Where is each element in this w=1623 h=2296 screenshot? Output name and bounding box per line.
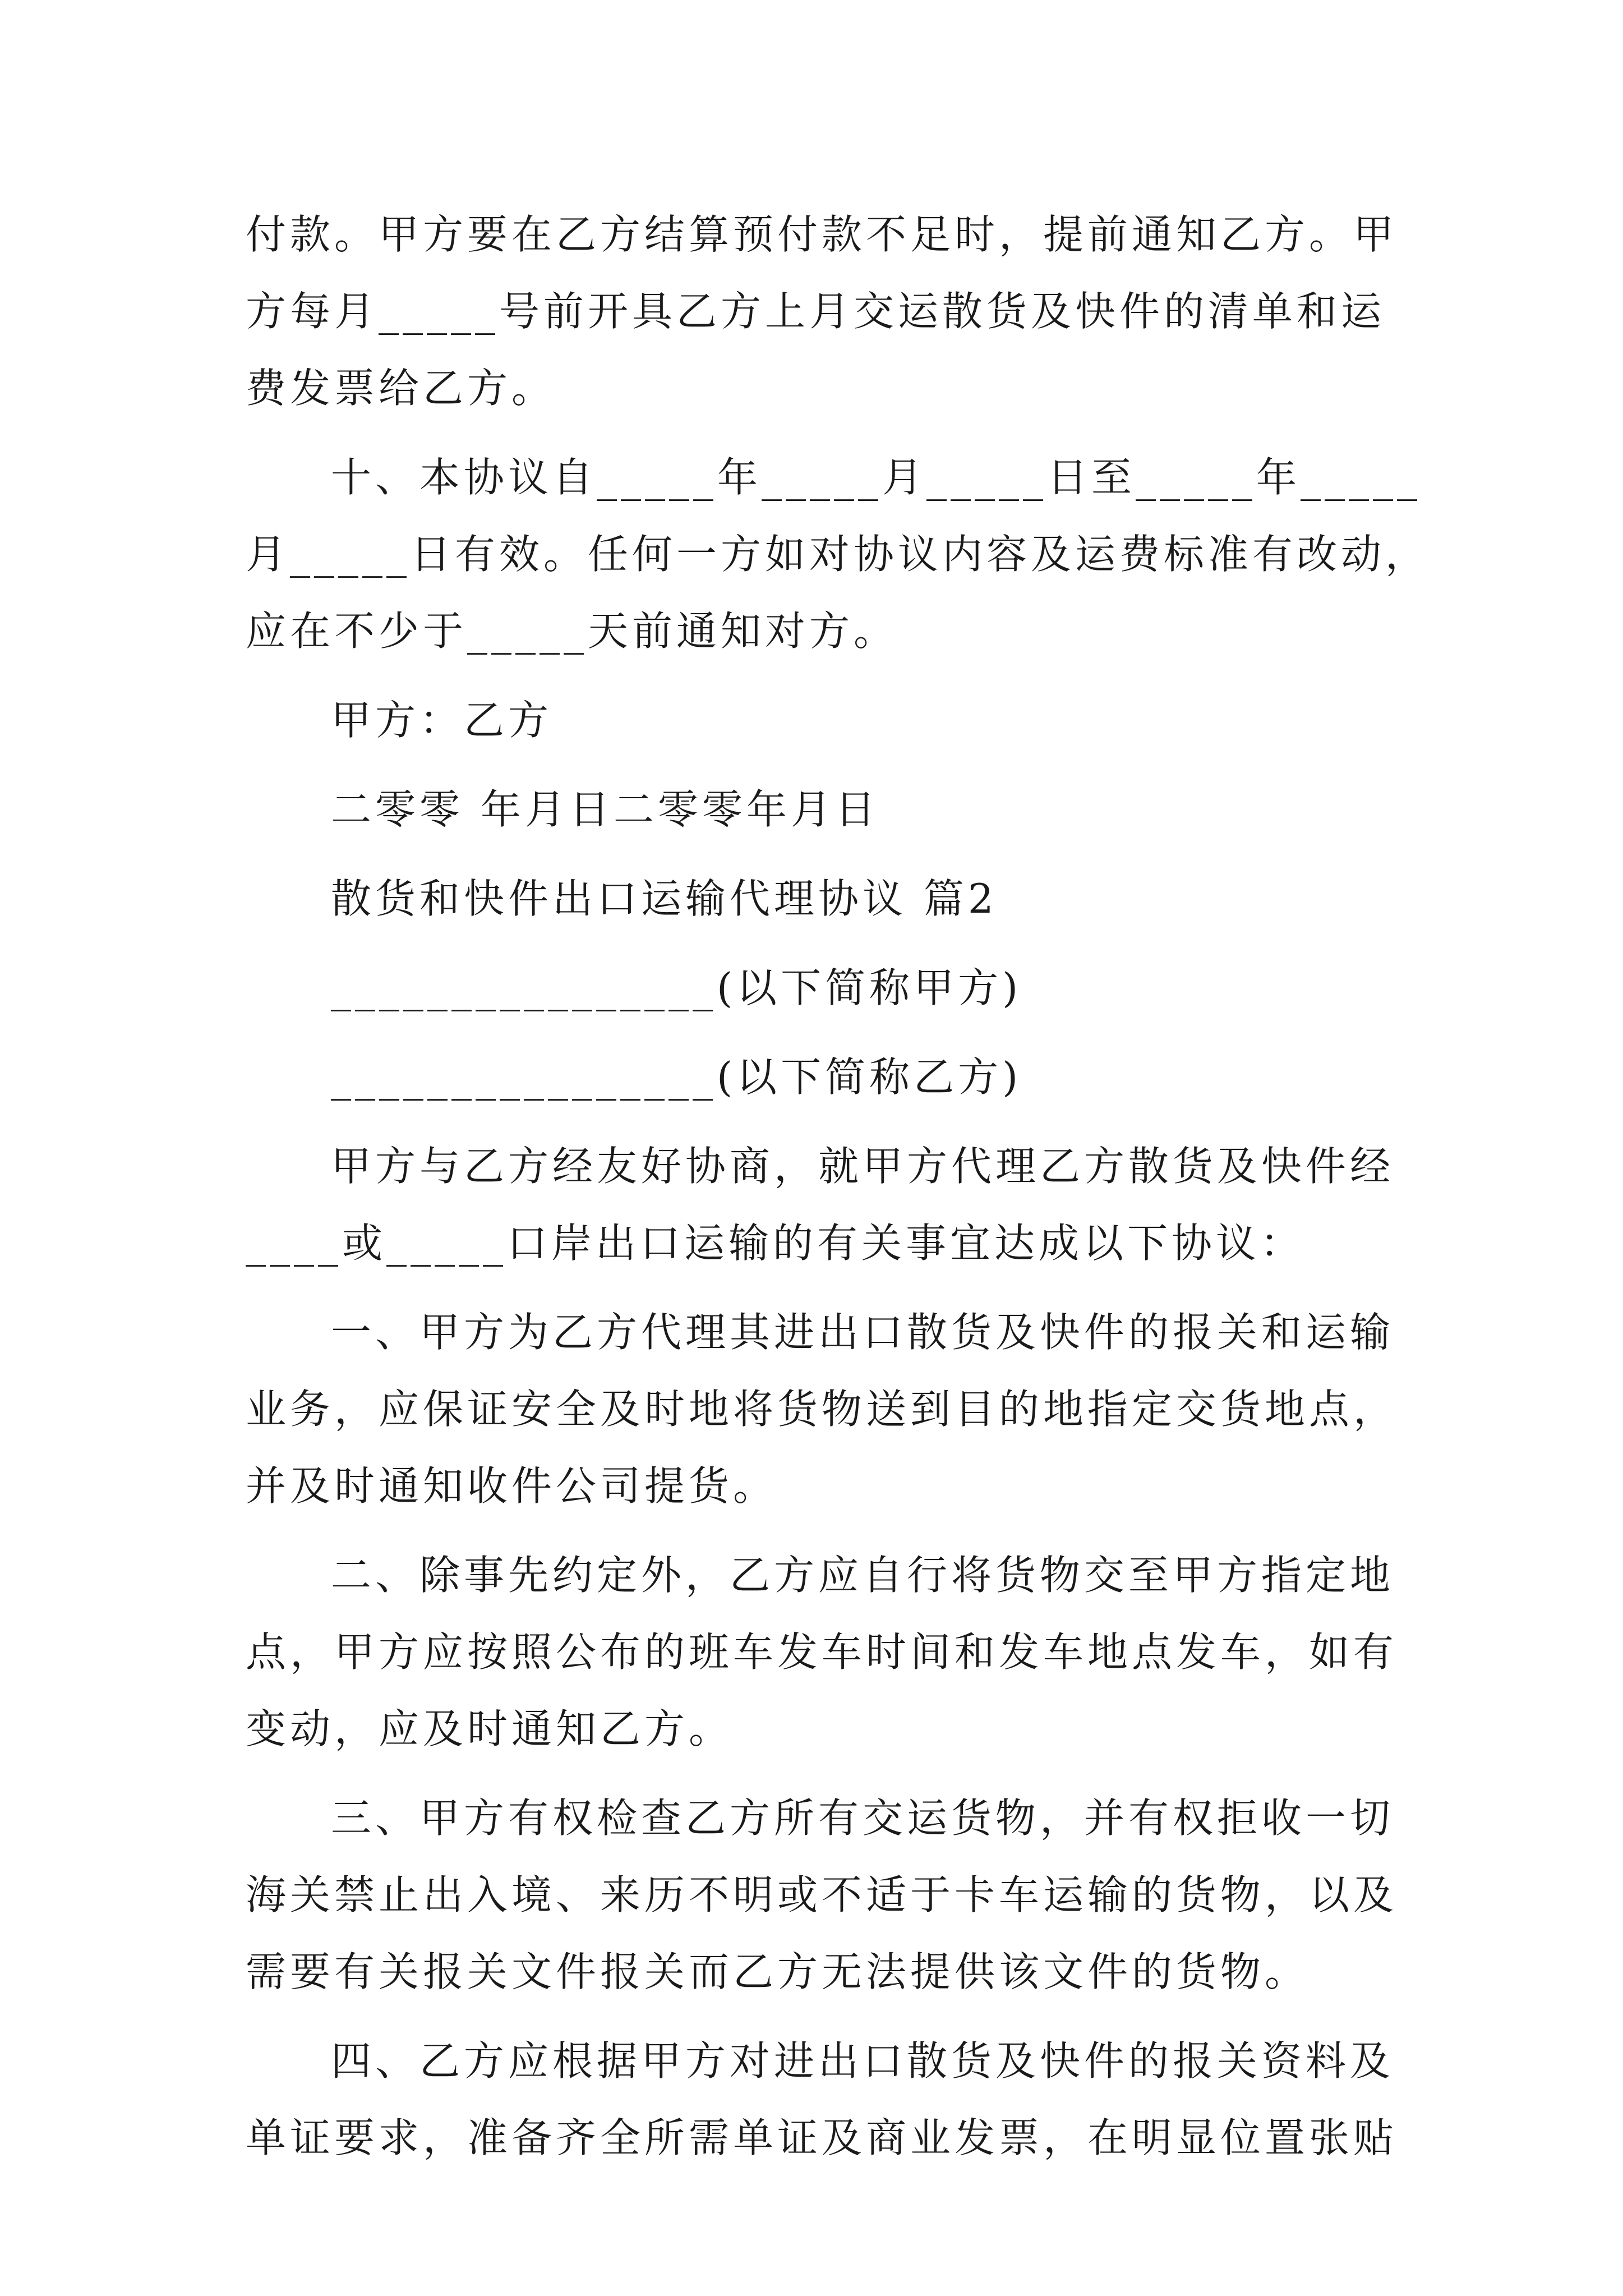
text-line: 二零零 年月日二零零年月日 xyxy=(331,786,879,833)
paragraph-gap xyxy=(246,1027,1390,1039)
paragraph-gap xyxy=(246,2010,1390,2023)
text-line: 十、本协议自_____年_____月_____日至_____年_____ xyxy=(331,454,1422,501)
paragraph-gap xyxy=(246,1116,1390,1128)
paragraph-gap xyxy=(246,427,1390,439)
paragraph-gap xyxy=(246,937,1390,950)
paragraph-gap xyxy=(246,670,1390,682)
paragraph-gap xyxy=(246,1768,1390,1780)
text-line: ____或_____口岸出口运输的有关事宜达成以下协议： xyxy=(246,1220,1305,1267)
text-line: 费发票给乙方。 xyxy=(246,365,556,412)
paragraph-gap xyxy=(246,1525,1390,1537)
text-line: ________________(以下简称乙方) xyxy=(331,1053,1022,1101)
text-line: 散货和快件出口运输代理协议 篇2 xyxy=(331,875,998,922)
text-line: 月_____日有效。任何一方如对协议内容及运费标准有改动， xyxy=(246,531,1430,578)
paragraph-gap xyxy=(246,848,1390,861)
text-line: 需要有关报关文件报关而乙方无法提供该文件的货物。 xyxy=(246,1948,1310,1995)
document-body xyxy=(246,196,1430,2177)
text-line: 二、除事先约定外，乙方应自行将货物交至甲方指定地 xyxy=(331,1552,1395,1599)
text-line: 一、甲方为乙方代理其进出口散货及快件的报关和运输 xyxy=(331,1309,1395,1356)
text-line: 业务，应保证安全及时地将货物送到目的地指定交货地点， xyxy=(246,1386,1398,1433)
text-line: 甲方：乙方 xyxy=(331,697,553,744)
text-line: 变动，应及时通知乙方。 xyxy=(246,1705,734,1752)
text-line: 方每月_____号前开具乙方上月交运散货及快件的清单和运 xyxy=(246,288,1386,335)
text-line: 应在不少于_____天前通知对方。 xyxy=(246,608,898,655)
text-line: 单证要求，准备齐全所需单证及商业发票，在明显位置张贴 xyxy=(246,2114,1398,2161)
text-line: 四、乙方应根据甲方对进出口散货及快件的报关资料及 xyxy=(331,2037,1395,2085)
text-line: ________________(以下简称甲方) xyxy=(331,964,1022,1011)
paragraph-gap xyxy=(246,759,1390,771)
text-line: 海关禁止出入境、来历不明或不适于卡车运输的货物，以及 xyxy=(246,1871,1398,1918)
text-line: 并及时通知收件公司提货。 xyxy=(246,1462,778,1510)
text-line: 付款。甲方要在乙方结算预付款不足时，提前通知乙方。甲 xyxy=(246,211,1398,258)
paragraph-gap xyxy=(246,1282,1390,1294)
text-line: 三、甲方有权检查乙方所有交运货物，并有权拒收一切 xyxy=(331,1795,1395,1842)
text-line: 点，甲方应按照公布的班车发车时间和发车地点发车，如有 xyxy=(246,1628,1398,1676)
text-line: 甲方与乙方经友好协商，就甲方代理乙方散货及快件经 xyxy=(331,1143,1395,1190)
